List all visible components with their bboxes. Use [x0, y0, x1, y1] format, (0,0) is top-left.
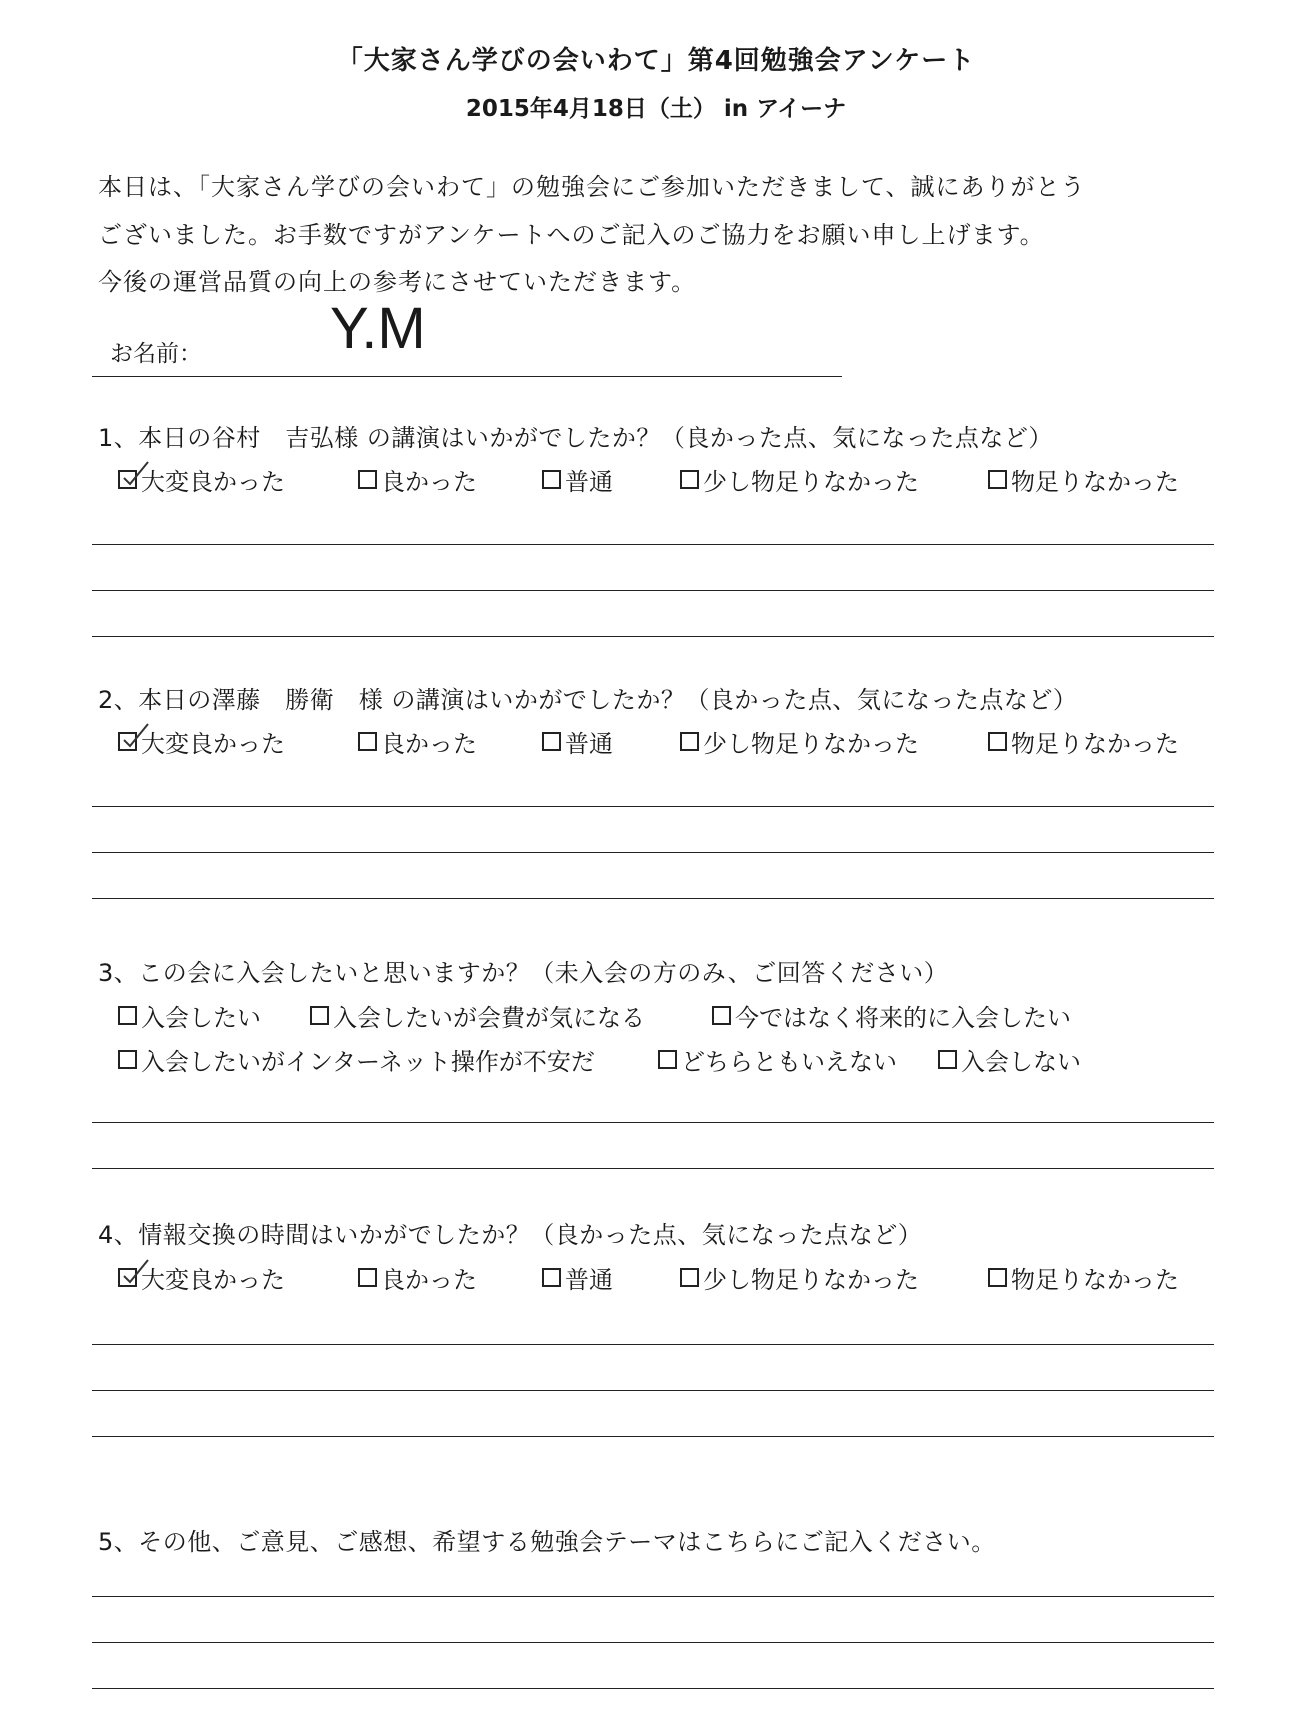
question-5: 5、その他、ご意見、ご感想、希望する勉強会テーマはこちらにご記入ください。: [98, 1528, 996, 1556]
checkbox[interactable]: [542, 1268, 561, 1287]
q2-option-normal[interactable]: [542, 724, 613, 759]
option-label: 入会しない: [961, 1048, 1081, 1076]
option-label: 普通: [565, 468, 613, 496]
checkbox[interactable]: [680, 732, 699, 751]
check-mark-icon: [122, 722, 152, 752]
checkbox[interactable]: [712, 1006, 731, 1025]
checkbox[interactable]: [358, 470, 377, 489]
q5-answer-line-1[interactable]: [92, 1596, 1214, 1597]
q2-option-somewhat-lacking[interactable]: [680, 724, 919, 759]
checkbox[interactable]: [938, 1050, 957, 1069]
name-underline: [92, 376, 842, 377]
q3-option-join[interactable]: [118, 998, 261, 1033]
checkbox[interactable]: [310, 1006, 329, 1025]
checkbox[interactable]: [988, 732, 1007, 751]
option-label: 少し物足りなかった: [703, 1266, 919, 1294]
option-label: 入会したい: [141, 1004, 261, 1032]
option-label: 今ではなく将来的に入会したい: [735, 1004, 1071, 1032]
q5-answer-line-2[interactable]: [92, 1642, 1214, 1643]
intro-line-2: ございました。お手数ですがアンケートへのご記入のご協力をお願い申し上げます。: [98, 221, 1045, 249]
q4-option-good[interactable]: [358, 1260, 477, 1295]
option-label: 少し物足りなかった: [703, 468, 919, 496]
question-1: 1、本日の谷村 吉弘様 の講演はいかがでしたか？（良かった点、気になった点など）: [98, 424, 1053, 452]
q2-answer-line-2[interactable]: [92, 852, 1214, 853]
checkbox-checked[interactable]: [118, 470, 137, 489]
check-mark-icon: [122, 460, 152, 490]
option-label: 物足りなかった: [1011, 730, 1179, 758]
q1-option-good[interactable]: [358, 462, 477, 497]
q3-option-join-internet-concern[interactable]: [118, 1042, 595, 1077]
q3-option-join-later[interactable]: [712, 998, 1071, 1033]
checkbox[interactable]: [658, 1050, 677, 1069]
q2-option-good[interactable]: [358, 724, 477, 759]
q5-answer-line-3[interactable]: [92, 1688, 1214, 1689]
q4-option-very-good[interactable]: [118, 1260, 285, 1295]
q3-option-undecided[interactable]: [658, 1042, 897, 1077]
option-label: 良かった: [381, 1266, 477, 1294]
name-value-handwritten[interactable]: Y.M: [330, 296, 426, 361]
q2-answer-line-3[interactable]: [92, 898, 1214, 899]
checkbox[interactable]: [358, 1268, 377, 1287]
q4-option-lacking[interactable]: [988, 1260, 1179, 1295]
option-label: どちらともいえない: [681, 1048, 897, 1076]
checkbox[interactable]: [680, 1268, 699, 1287]
q4-answer-line-2[interactable]: [92, 1390, 1214, 1391]
question-3: 3、この会に入会したいと思いますか？（未入会の方のみ、ご回答ください）: [98, 959, 949, 987]
option-label: 良かった: [381, 468, 477, 496]
q1-option-lacking[interactable]: [988, 462, 1179, 497]
q2-answer-line-1[interactable]: [92, 806, 1214, 807]
name-label: お名前：: [110, 341, 202, 367]
q1-option-normal[interactable]: [542, 462, 613, 497]
q3-option-not-join[interactable]: [938, 1042, 1081, 1077]
check-mark-icon: [122, 1258, 152, 1288]
checkbox[interactable]: [988, 470, 1007, 489]
option-label: 普通: [565, 1266, 613, 1294]
option-label: 普通: [565, 730, 613, 758]
q1-answer-line-1[interactable]: [92, 544, 1214, 545]
q1-answer-line-3[interactable]: [92, 636, 1214, 637]
q4-option-somewhat-lacking[interactable]: [680, 1260, 919, 1295]
q3-answer-line-2[interactable]: [92, 1168, 1214, 1169]
intro-line-1: 本日は、「大家さん学びの会いわて」の勉強会にご参加いただきまして、誠にありがとう: [98, 173, 1086, 201]
option-label: 良かった: [381, 730, 477, 758]
option-label: 入会したいがインターネット操作が不安だ: [141, 1048, 595, 1076]
checkbox-checked[interactable]: [118, 732, 137, 751]
option-label: 物足りなかった: [1011, 468, 1179, 496]
q2-option-lacking[interactable]: [988, 724, 1179, 759]
q3-option-join-fee-concern[interactable]: [310, 998, 645, 1033]
checkbox[interactable]: [988, 1268, 1007, 1287]
survey-date-venue: 2015年4月18日（土） in アイーナ: [465, 96, 847, 122]
option-label: 物足りなかった: [1011, 1266, 1179, 1294]
option-label: 大変良かった: [141, 730, 285, 758]
q4-answer-line-1[interactable]: [92, 1344, 1214, 1345]
q1-option-somewhat-lacking[interactable]: [680, 462, 919, 497]
checkbox[interactable]: [118, 1050, 137, 1069]
checkbox[interactable]: [358, 732, 377, 751]
option-label: 入会したいが会費が気になる: [333, 1004, 645, 1032]
intro-line-3: 今後の運営品質の向上の参考にさせていただきます。: [98, 268, 697, 296]
q1-answer-line-2[interactable]: [92, 590, 1214, 591]
option-label: 少し物足りなかった: [703, 730, 919, 758]
q2-option-very-good[interactable]: [118, 724, 285, 759]
q4-answer-line-3[interactable]: [92, 1436, 1214, 1437]
option-label: 大変良かった: [141, 468, 285, 496]
checkbox[interactable]: [118, 1006, 137, 1025]
checkbox[interactable]: [542, 732, 561, 751]
q4-option-normal[interactable]: [542, 1260, 613, 1295]
checkbox-checked[interactable]: [118, 1268, 137, 1287]
q3-answer-line-1[interactable]: [92, 1122, 1214, 1123]
option-label: 大変良かった: [141, 1266, 285, 1294]
q1-option-very-good[interactable]: [118, 462, 285, 497]
checkbox[interactable]: [680, 470, 699, 489]
question-4: 4、情報交換の時間はいかがでしたか？（良かった点、気になった点など）: [98, 1221, 923, 1249]
question-2: 2、本日の澤藤 勝衛 様 の講演はいかがでしたか？（良かった点、気になった点など）: [98, 686, 1078, 714]
survey-title: 「大家さん学びの会いわて」第4回勉強会アンケート: [336, 46, 976, 76]
checkbox[interactable]: [542, 470, 561, 489]
